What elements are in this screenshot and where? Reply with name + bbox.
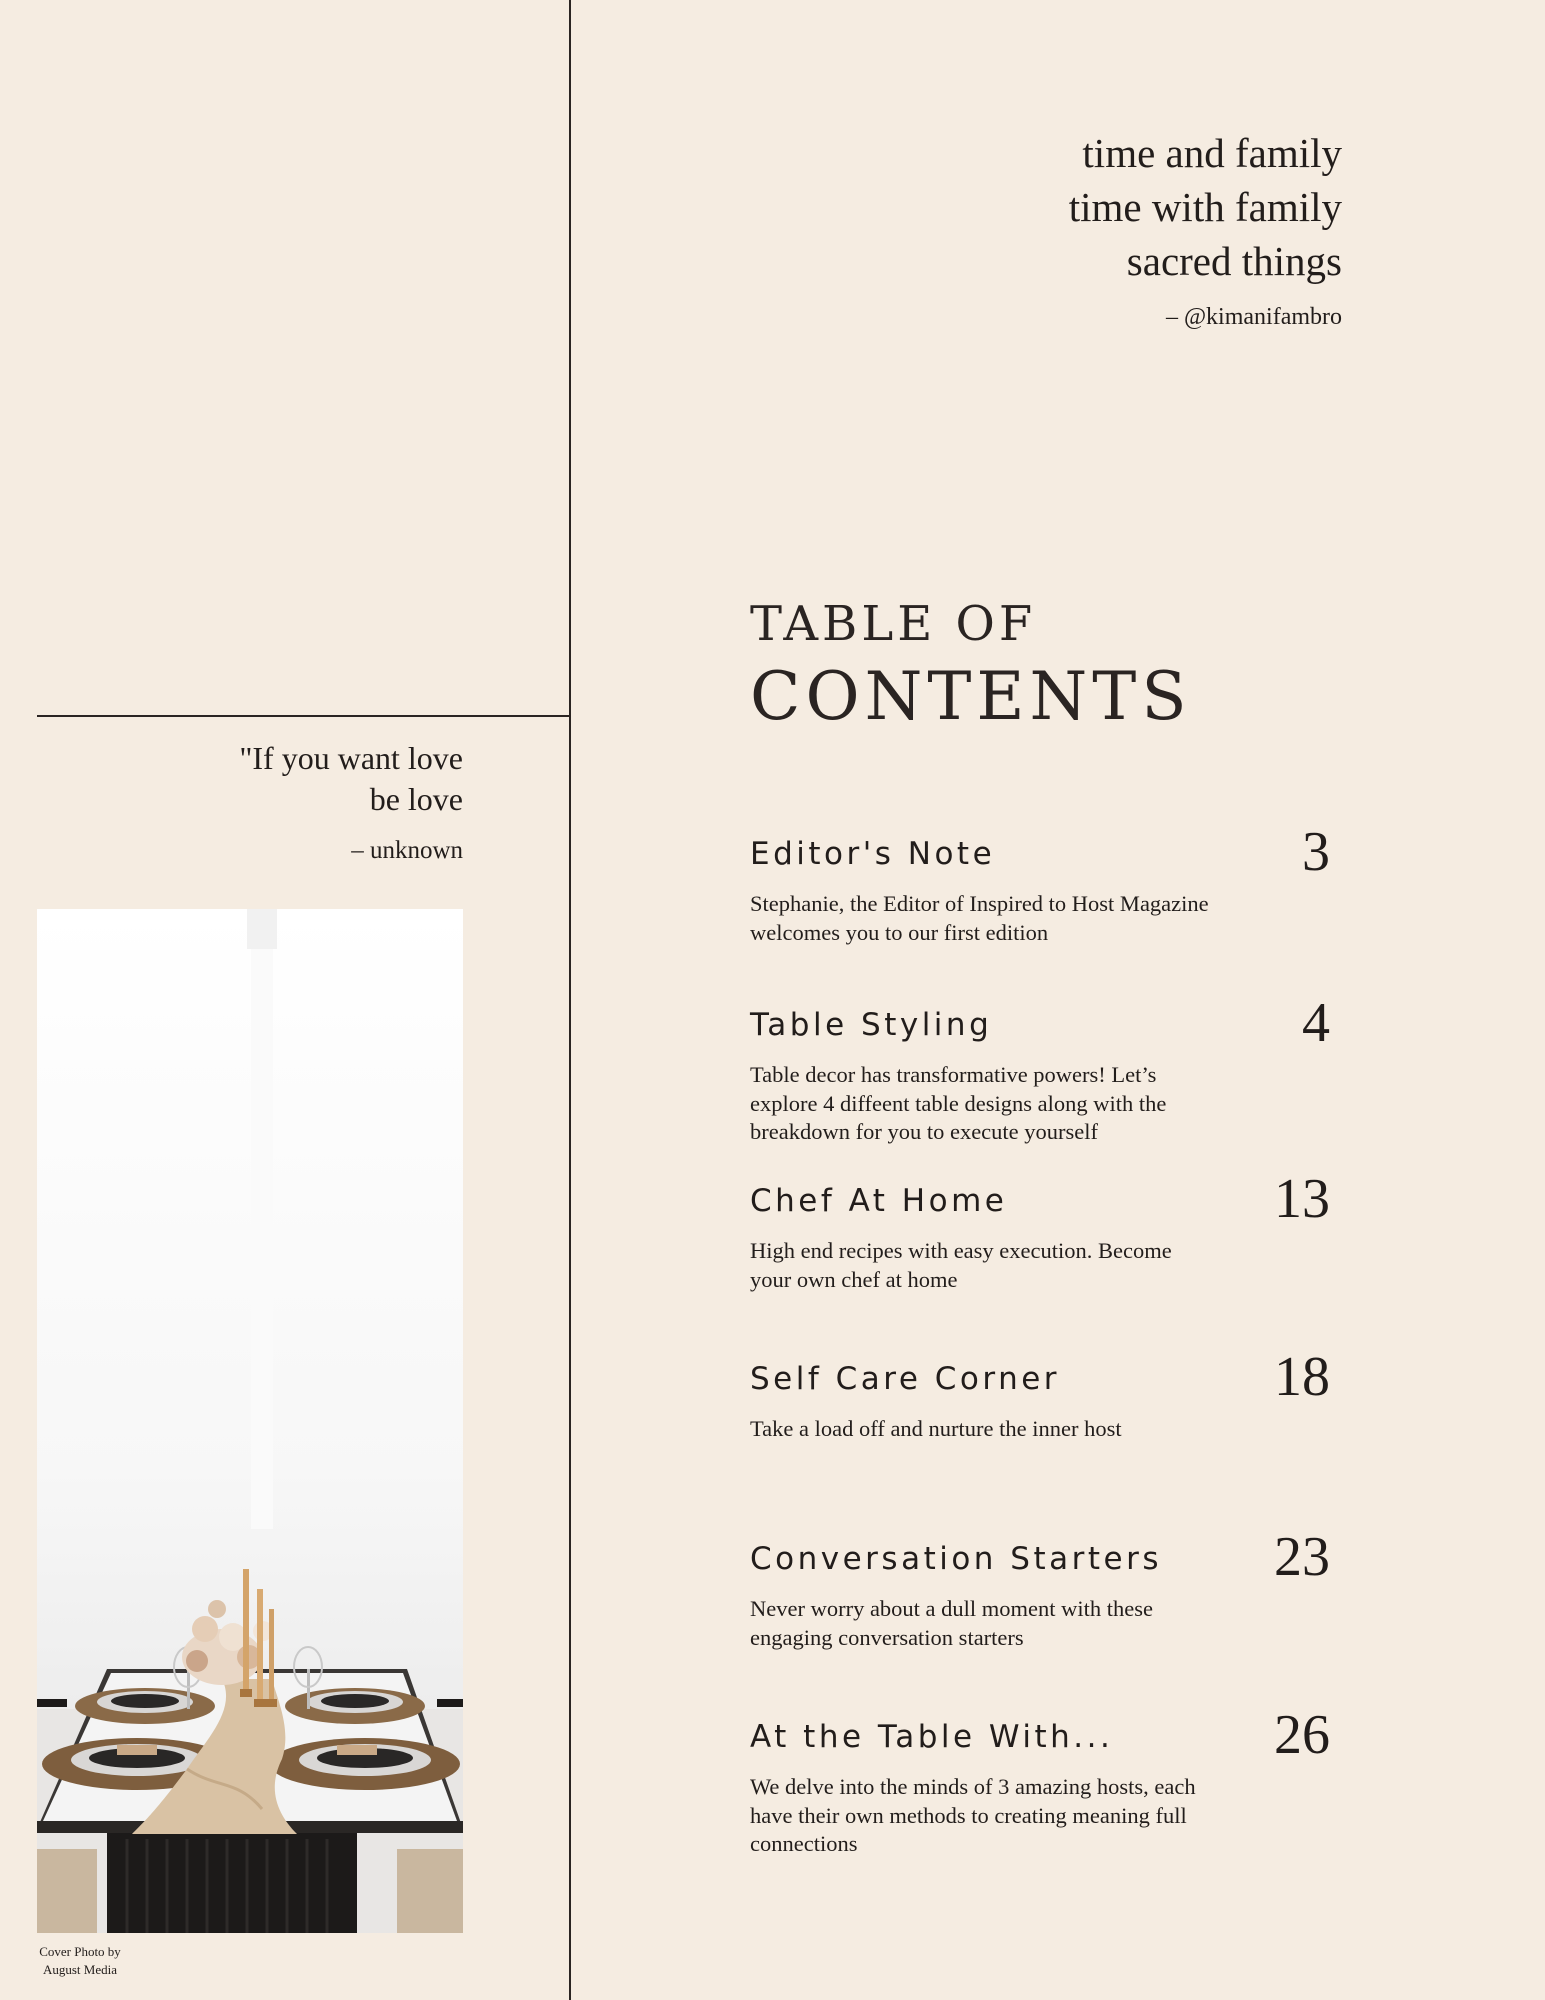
toc-entry-description: Take a load off and nurture the inner host (750, 1416, 1122, 1441)
photo-credit-line: August Media (42, 1962, 118, 1977)
top-quote-line: time and family (1082, 130, 1342, 176)
table-setting-illustration (37, 909, 463, 1933)
toc-entry-description: High end recipes with easy execution. Become your own chef at home (750, 1238, 1172, 1292)
toc-entry-page: 18 (1274, 1346, 1330, 1408)
top-quote-line: sacred things (1126, 238, 1342, 284)
vertical-divider (569, 0, 571, 2000)
top-quote-attribution: – @kimanifambro (1165, 304, 1342, 330)
horizontal-divider (37, 715, 570, 717)
toc-title-line1: TABLE OF (750, 596, 1037, 652)
left-quote-line: be love (369, 781, 463, 817)
toc-entry-title: Conversation Starters (750, 1541, 1163, 1577)
toc-entry-description: Stephanie, the Editor of Inspired to Host Magazine welcomes you to our first edition (750, 891, 1209, 945)
toc-entry-page: 23 (1274, 1526, 1330, 1588)
toc-entry-page: 3 (1302, 821, 1330, 883)
toc-entry[interactable] (750, 1346, 1330, 1444)
left-quote-line: "If you want love (239, 740, 463, 776)
toc-entry-page: 13 (1274, 1168, 1330, 1230)
top-quote (1069, 126, 1342, 332)
toc-entry[interactable] (750, 992, 1330, 1147)
toc-entry[interactable] (750, 1704, 1330, 1859)
left-quote-attribution: – unknown (351, 837, 463, 864)
toc-title (750, 592, 1192, 738)
toc-entry-page: 26 (1274, 1704, 1330, 1766)
toc-entry-title: At the Table With... (750, 1719, 1114, 1755)
top-quote-line: time with family (1068, 184, 1342, 230)
left-quote (239, 738, 463, 866)
toc-entry-title: Editor's Note (750, 836, 996, 872)
photo-credit-line: Cover Photo by (39, 1944, 121, 1959)
photo-credit (37, 1943, 123, 1979)
toc-entry-page: 4 (1302, 992, 1330, 1054)
toc-entry[interactable] (750, 1526, 1330, 1652)
toc-entry-description: We delve into the minds of 3 amazing hosts, each have their own methods to creating meaning full connections (750, 1774, 1196, 1856)
toc-entry[interactable] (750, 821, 1330, 947)
toc-entry-title: Self Care Corner (750, 1361, 1061, 1397)
toc-entry-description: Never worry about a dull moment with these engaging conversation starters (750, 1596, 1154, 1650)
toc-entry-description: Table decor has transformative powers! Let’s explore 4 diffeent table designs along with the breakdown for you to execute yourself (750, 1062, 1167, 1144)
toc-entry-title: Table Styling (750, 1007, 993, 1043)
toc-entry[interactable] (750, 1168, 1330, 1294)
cover-photo (37, 909, 463, 1933)
toc-entry-title: Chef At Home (750, 1183, 1008, 1219)
toc-title-line2: CONTENTS (750, 658, 1192, 735)
